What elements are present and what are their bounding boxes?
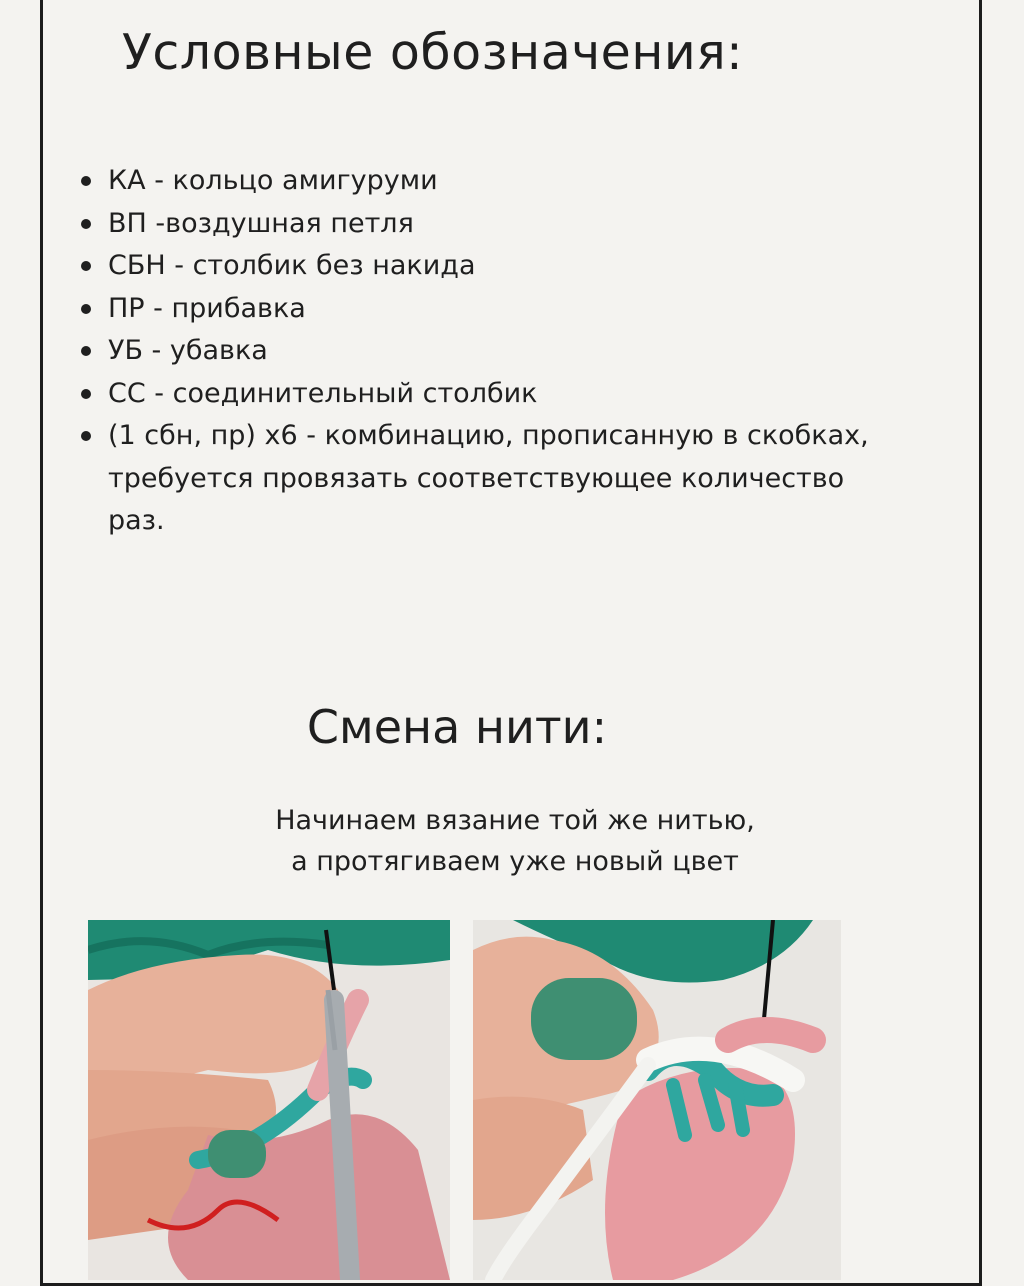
legend-list — [78, 160, 878, 543]
legend-title: Условные обозначения: — [122, 24, 744, 81]
legend-item: СБН - столбик без накида — [78, 245, 878, 288]
legend-item: ПР - прибавка — [78, 288, 878, 331]
crochet-photo-left — [88, 920, 450, 1280]
legend-item: ВП -воздушная петля — [78, 203, 878, 246]
thread-change-caption — [190, 800, 840, 882]
crochet-photo-right — [473, 920, 841, 1280]
thread-change-title — [0, 700, 970, 754]
legend-item: КА - кольцо амигуруми — [78, 160, 878, 203]
caption-line-2: а протягиваем уже новый цвет — [291, 846, 739, 877]
legend-item: (1 сбн, пр) х6 - комбинацию, прописанную в скобках, требуется провязать соответствующее количество раз. — [78, 415, 878, 543]
legend-item: УБ - убавка — [78, 330, 878, 373]
caption-line-1: Начинаем вязание той же нитью, — [275, 805, 755, 836]
legend-item: СС - соединительный столбик — [78, 373, 878, 416]
thread-change-title-text: Смена нити: — [306, 700, 608, 754]
